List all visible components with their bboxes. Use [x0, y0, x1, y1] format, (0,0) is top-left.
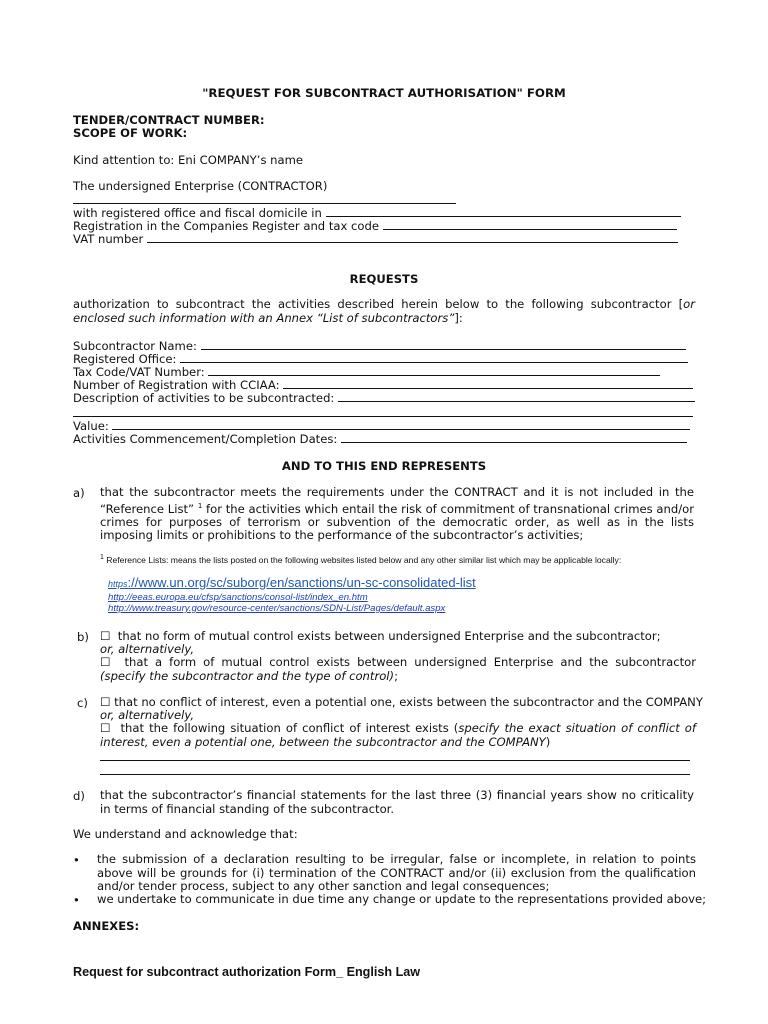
item-a-mark: a): [73, 486, 85, 500]
undersigned-enterprise-line: The undersigned Enterprise (CONTRACTOR): [73, 179, 328, 193]
sub-registered-office-blank[interactable]: [180, 352, 688, 363]
annexes-label: ANNEXES:: [73, 919, 140, 933]
item-a-text-2: for the activities which entail the risk of commitment of transnational crimes and/or crimes for purposes of terrorism or subvention of the democratic order, as well as in the lists imposing limits or prohibitions to the performance of the subcontractor’s activities;: [100, 501, 694, 543]
item-a-text: [100, 486, 694, 543]
tax-code-blank[interactable]: [208, 365, 660, 376]
item-b-checkbox-2[interactable]: ☐: [100, 655, 111, 669]
item-b-mark: b): [77, 630, 89, 644]
item-b-alternatively: or, alternatively,: [100, 642, 195, 656]
sub-registered-office-label: Registered Office:: [73, 352, 177, 366]
subcontractor-name-row: [73, 339, 686, 353]
represents-heading: AND TO THIS END REPRESENTS: [281, 459, 487, 473]
document-footer: Request for subcontract authorization Form_ English Law: [73, 965, 421, 979]
item-c-checkbox-2[interactable]: ☐: [100, 721, 111, 735]
item-c-alternatively: or, alternatively,: [100, 708, 195, 722]
item-c-line-2-italic: specify the exact situation of conflict of interest, even a potential one, between the subcontractor and the COMPANY: [100, 721, 696, 749]
item-c-checkbox-1[interactable]: ☐: [100, 695, 111, 709]
registered-office-blank[interactable]: [326, 206, 681, 217]
requests-text-end: ]:: [454, 310, 463, 325]
dates-blank[interactable]: [341, 432, 687, 443]
scope-of-work-label: SCOPE OF WORK:: [73, 126, 188, 140]
registered-office-row: [73, 206, 681, 220]
tender-contract-number-label: TENDER/CONTRACT NUMBER:: [73, 113, 265, 127]
vat-number-row: [73, 232, 678, 246]
sub-registered-office-row: [73, 352, 688, 366]
tax-code-row: [73, 365, 660, 379]
bullet-1-mark: •: [73, 853, 80, 867]
item-b-line-1: that no form of mutual control exists between undersigned Enterprise and the subcontractor;: [117, 629, 661, 643]
subcontractor-name-blank[interactable]: [201, 339, 686, 350]
un-link-prefix[interactable]: https: [108, 579, 128, 589]
item-d-text: that the subcontractor’s financial statements for the last three (3) financial years show no criticality in terms of financial standing of the subcontractor.: [100, 788, 694, 816]
requests-text: authorization to subcontract the activities described herein below to the following subcontractor [: [73, 297, 684, 311]
item-c-blank-line-1[interactable]: [100, 760, 690, 761]
description-label: Description of activities to be subcontracted:: [73, 391, 335, 405]
item-c-mark: c): [77, 696, 88, 710]
companies-register-row: [73, 219, 677, 233]
item-b-checkbox-1[interactable]: ☐: [100, 629, 111, 643]
treasury-sdn-link[interactable]: http://www.treasury.gov/resource-center/sanctions/SDN-List/Pages/default.aspx: [108, 603, 446, 614]
companies-register-label: Registration in the Companies Register and tax code: [73, 219, 380, 233]
dates-row: [73, 432, 687, 446]
form-title: "REQUEST FOR SUBCONTRACT AUTHORISATION" FORM: [202, 86, 566, 100]
item-b-option-2: [100, 656, 696, 683]
description-blank[interactable]: [338, 391, 695, 402]
bullet-2-text: we undertake to communicate in due time any change or update to the representations provided above;: [97, 892, 707, 906]
item-c-line-2-end: ): [545, 734, 551, 749]
item-c-line-1: that no conflict of interest, even a potential one, exists between the subcontractor and the COMPANY: [114, 695, 703, 709]
requests-text-italic: or enclosed such information with an Annex “List of subcontractors”: [73, 297, 695, 325]
requests-heading: REQUESTS: [349, 272, 419, 286]
item-b-line-2: that a form of mutual control exists between undersigned Enterprise and the subcontractor: [124, 655, 696, 669]
item-b-line-2-italic: (specify the subcontractor and the type of control): [100, 668, 395, 683]
item-a-text-1: that the subcontractor meets the requirements under the CONTRACT and it is not included in the “Reference List”: [100, 485, 694, 516]
eeas-sanctions-link[interactable]: http://eeas.europa.eu/cfsp/sanctions/consol-list/index_en.htm: [108, 592, 368, 603]
value-label: Value:: [73, 419, 109, 433]
subcontractor-name-label: Subcontractor Name:: [73, 339, 197, 353]
footnote-body: Reference Lists: means the lists posted on the following websites listed below and any other similar list which may be applicable locally:: [106, 554, 622, 565]
contractor-name-blank[interactable]: [73, 203, 456, 204]
description-row: [73, 391, 695, 405]
cciaa-label: Number of Registration with CCIAA:: [73, 378, 280, 392]
acknowledge-line: We understand and acknowledge that:: [73, 827, 298, 841]
item-c-option-2: [100, 722, 696, 749]
footnote-text: [100, 552, 700, 566]
dates-label: Activities Commencement/Completion Dates:: [73, 432, 338, 446]
bullet-1-text: the submission of a declaration resulting to be irregular, false or incomplete, in relation to points above will be grounds for (i) termination of the CONTRACT and/or (ii) exclusion from the qualification and/or tender process, subject to any other sanction and legal consequences;: [97, 852, 696, 893]
bullet-2-mark: •: [73, 893, 80, 907]
cciaa-blank[interactable]: [283, 378, 693, 389]
vat-number-label: VAT number: [73, 232, 144, 246]
vat-number-blank[interactable]: [147, 232, 678, 243]
description-blank-line-2[interactable]: [73, 416, 693, 417]
item-c-line-2: that the following situation of conflict of interest exists (: [120, 721, 459, 735]
tax-code-label: Tax Code/VAT Number:: [73, 365, 205, 379]
registered-office-label: with registered office and fiscal domicile in: [73, 206, 322, 220]
cciaa-row: [73, 378, 693, 392]
item-d-mark: d): [73, 789, 85, 803]
kind-attention-line: Kind attention to: Eni COMPANY’s name: [73, 153, 304, 167]
item-c-blank-line-2[interactable]: [100, 774, 690, 775]
requests-paragraph: [73, 298, 695, 325]
item-a-footnote-ref: 1: [197, 501, 203, 510]
value-blank[interactable]: [112, 419, 690, 430]
value-row: [73, 419, 690, 433]
un-sanctions-link[interactable]: [108, 575, 476, 590]
un-link-rest[interactable]: ://www.un.org/sc/suborg/en/sanctions/un-sc-consolidated-list: [127, 575, 476, 590]
footnote-number: 1: [100, 554, 104, 561]
item-b-line-2-end: ;: [394, 668, 398, 683]
companies-register-blank[interactable]: [383, 219, 677, 230]
